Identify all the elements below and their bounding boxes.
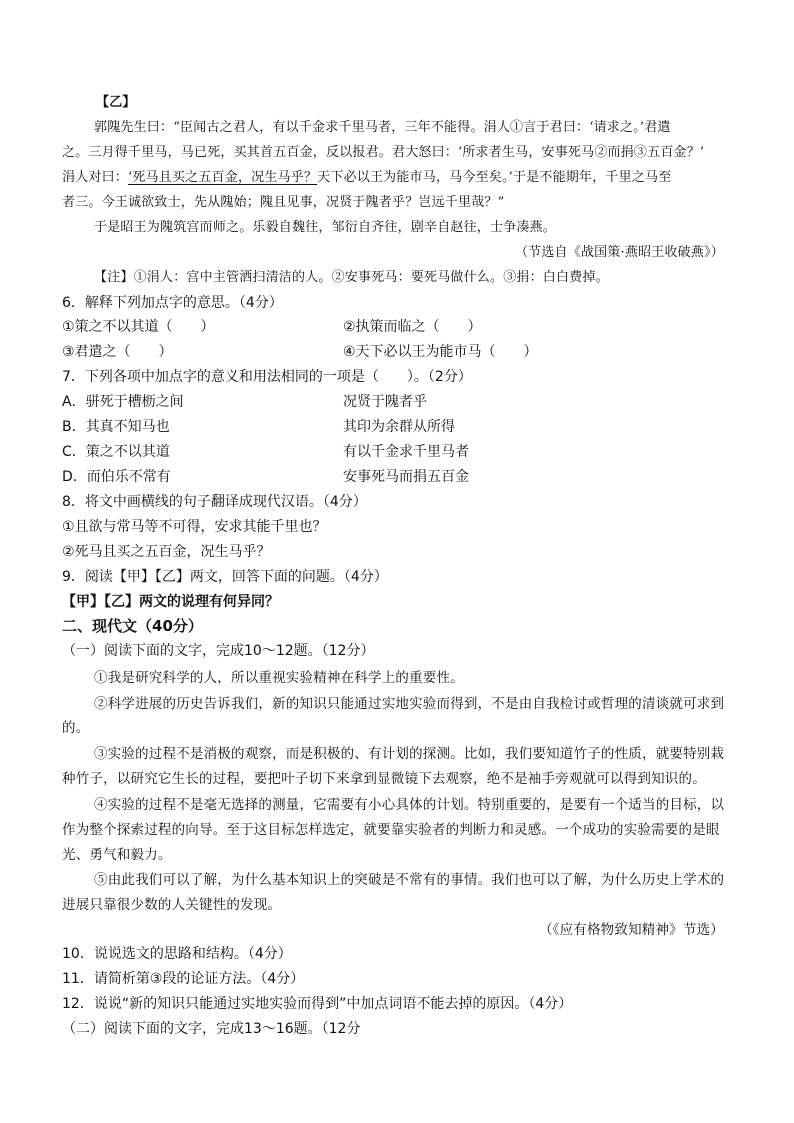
passage-text: 天下必以王为能市马，马今至矣。’于是不能期年，千里之马至 [317,170,672,185]
q7-option-left: B．其真不知马也 [62,419,170,435]
article-paragraph-cont: 光、勇气和毅力。 [62,847,172,863]
article-paragraph [94,692,724,712]
article-paragraph-cont: 进展只靠很少数的人关键性的发现。 [62,897,282,913]
question-10: 10．说说选文的思路和结构。（4分） [62,946,292,962]
question-7: 7．下列各项中加点字的意义和用法相同的一项是（ ）。（2分） [62,369,472,385]
section-title: 二、现代文（40分） [62,617,203,635]
q6-item: ①策之不以其道（ ） [62,319,215,335]
passage-line: 者三。今王诚欲致士，先从隗始；隗且见事，况贤于隗者乎？岂远千里哉？” [62,195,505,210]
passage-line: 于是昭王为隗筑宫而师之。乐毅自魏往，邹衍自齐往，剧辛自赵往，士争凑燕。 [94,220,557,235]
passage-label: 【乙】 [96,95,136,110]
article-paragraph: ③实验的过程不是消极的观察，而是积极的、有计划的探测。比如，我们要知道竹子的性质，就要特别栽 [94,746,725,762]
passage-line-with-underline [62,166,671,185]
q7-option-right: 其印为余群从所得 [343,419,455,435]
article-paragraph-cont: 种竹子，以研究它生长的过程，要把叶子切下来拿到显微镜下去观察，绝不是袖手旁观就可以得到知识的。 [62,771,706,787]
q7-option-left: D．而伯乐不常有 [62,469,171,485]
part-2-intro: （二）阅读下面的文字，完成13～16题。（12分 [62,1021,361,1037]
question-9: 9．阅读【甲】【乙】两文，回答下面的问题。（4分） [62,569,388,585]
article-paragraph: ④实验的过程不是毫无选择的测量，它需要有小心具体的计划。特别重要的，是要有一个适当的目标，以 [94,797,725,813]
underlined-sentence: ‘死马且买之五百金，况生马乎？ [128,170,318,185]
passage-line: 之。三月得千里马，马已死，买其首五百金，反以报君。君大怒曰：‘所求者生马，安事死马②而捐③五百金？’ [62,145,705,160]
passage-line: 郭隗先生曰：“臣闻古之君人，有以千金求千里马者，三年不能得。涓人①言于君曰：‘请求之。’君遣 [94,120,671,135]
q7-option-right: 况贤于隗者乎 [343,394,427,410]
passage-note: 【注】①涓人：宫中主管洒扫清洁的人。②安事死马：要死马做什么。③捐：白白费掉。 [94,270,609,285]
article-paragraph: ⑤由此我们可以了解，为什么基本知识上的突破是不常有的事情。我们也可以了解，为什么历史上学术的 [94,872,725,888]
q8-item: ①且欲与常马等不可得，安求其能千里也？ [62,519,327,535]
q7-option-right: 安事死马而捐五百金 [343,469,469,485]
question-8: 8．将文中画横线的句子翻译成现代汉语。（4分） [62,494,367,510]
part-1-intro: （一）阅读下面的文字，完成10～12题。（12分） [62,643,375,659]
q7-option-left: C．策之不以其道 [62,444,170,460]
q7-option-right: 有以千金求千里马者 [343,444,469,460]
article-paragraph: ①我是研究科学的人，所以重视实验精神在科学上的重要性。 [94,670,464,686]
passage-text: 涓人对曰： [62,170,129,185]
question-6: 6．解释下列加点字的意思。（4分） [62,295,283,311]
passage-source: （节选自《战国策·燕昭王收破燕》） [514,245,724,260]
article-source: （《应有格物致知精神》节选） [538,922,724,938]
question-11: 11．请简析第③段的论证方法。（4分） [62,971,305,987]
article-paragraph-cont: 的。 [62,720,90,736]
q6-item: ④天下必以王为能市马（ ） [343,344,538,360]
q6-item: ②执策而临之（ ） [343,319,482,335]
question-12: 12．说说“新的知识只能通过实地实验而得到”中加点词语不能去掉的原因。（4分） [62,996,573,1012]
q8-item: ②死马且买之五百金，况生马乎？ [62,544,271,560]
q7-option-left: A．骈死于槽枥之间 [62,394,184,410]
article-text: ②科学进展的历史告诉我们，新的知识只能通过实地实验而得到，不是由自我检讨或哲理的清谈就可求到 [94,696,725,712]
q9-subquestion: 【甲】【乙】两文的说理有何异同？ [62,594,279,610]
article-paragraph-cont: 作为整个探索过程的向导。至于这目标怎样选定，就要靠实验者的判断力和灵感。一个成功的实验需要的是眼 [62,822,720,838]
q6-item: ③君遣之（ ） [62,344,173,360]
